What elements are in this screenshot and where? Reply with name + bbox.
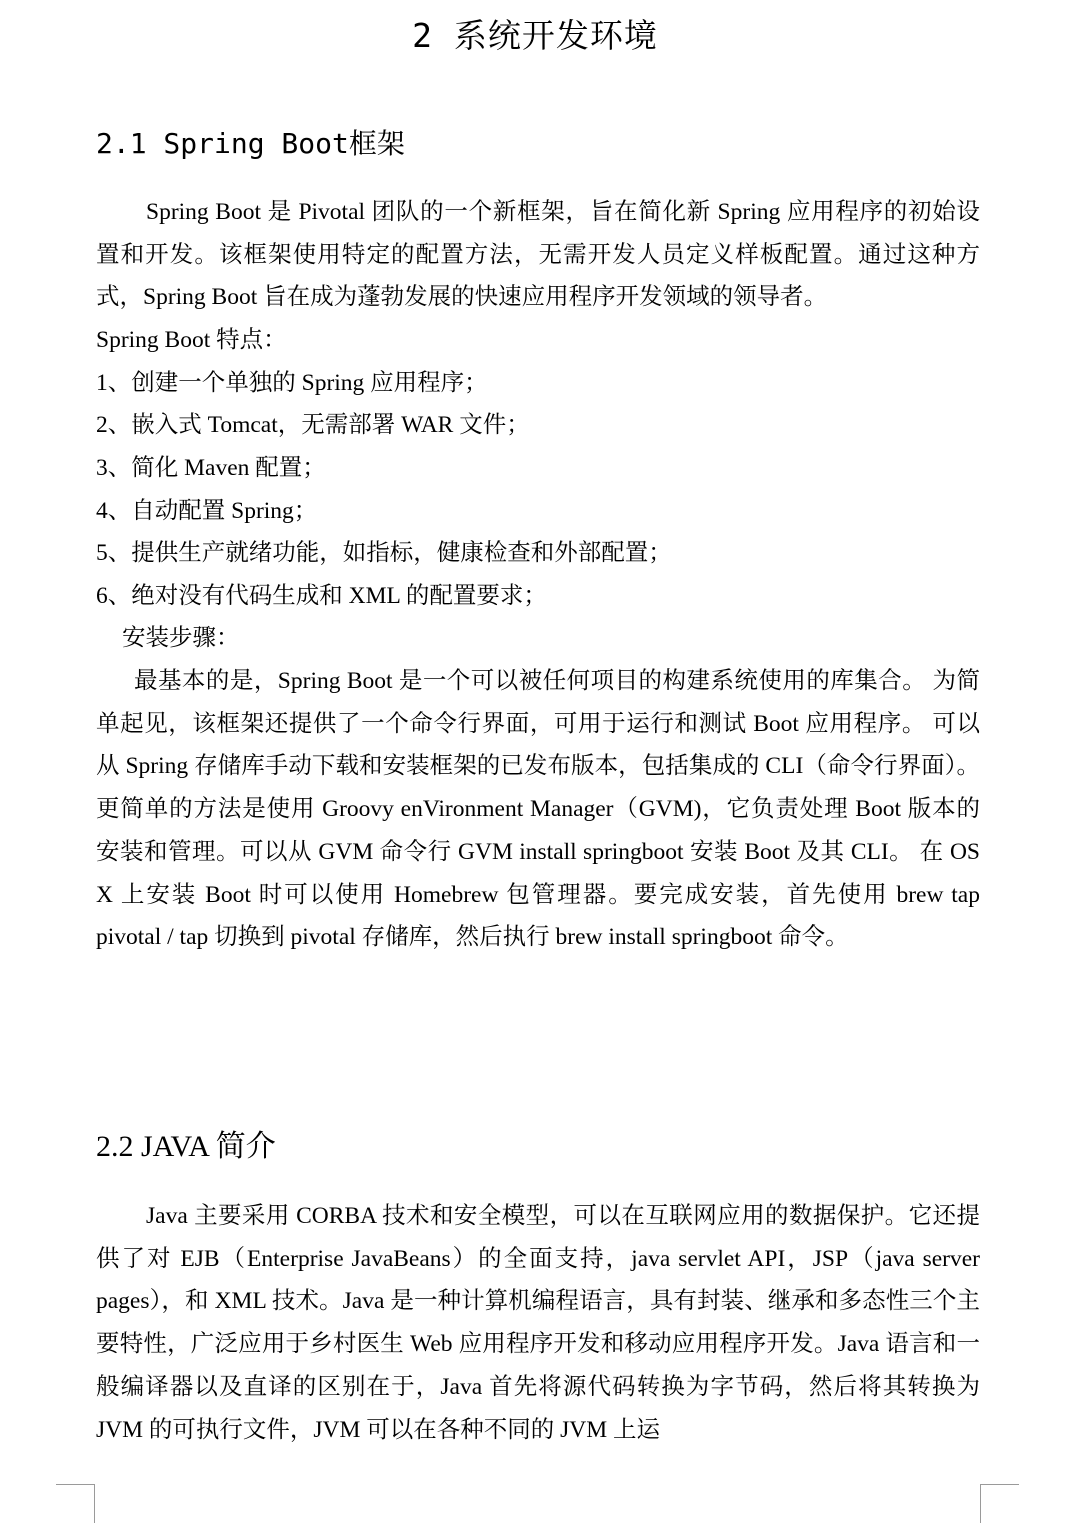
feature-item: 1、创建一个单独的 Spring 应用程序； — [96, 370, 488, 396]
feature-item: 5、提供生产就绪功能，如指标，健康检查和外部配置； — [96, 540, 672, 566]
page-corner-mark-left — [56, 1484, 95, 1523]
page-corner-mark-right — [980, 1484, 1019, 1523]
feature-item: 4、自动配置 Spring； — [96, 498, 318, 524]
page-title: 2 系统开发环境 — [412, 16, 658, 55]
feature-item: 6、绝对没有代码生成和 XML 的配置要求； — [96, 583, 547, 609]
features-label: Spring Boot 特点： — [96, 327, 287, 353]
java-intro-paragraph: Java 主要采用 CORBA 技术和安全模型，可以在互联网应用的数据保护。它还提供了对 EJB（Enterprise JavaBeans）的全面支持，java servlet API，JSP（java server pages），和 XML 技术。Java 是一种计算机编程语言，具有封装、继承和多态性三个主要特性，广泛应用于乡村医生 Web 应用程序开发和移动应用程序开发。Java 语言和一般编译器以及直译的区别在于，Java 首先将源代码转换为字节码，然后将其转换为 JVM 的可执行文件，JVM 可以在各种不同的 JVM 上运 — [96, 1203, 980, 1443]
install-steps-paragraph: 最基本的是，Spring Boot 是一个可以被任何项目的构建系统使用的库集合。 为简单起见，该框架还提供了一个命令行界面，可用于运行和测试 Boot 应用程序。 可以从 Spring 存储库手动下载和安装框架的已发布版本，包括集成的 CLI（命令行界面）。更简单的方法是使用 Groovy enVironment Manager（GVM)，它负责处理 Boot 版本的安装和管理。可以从 GVM 命令行 GVM install springboot 安装 Boot 及其 CLI。 在 OS X 上安装 Boot 时可以使用 Homebrew 包管理器。要完成安装，首先使用 brew tap pivotal / tap 切换到 pivotal 存储库，然后执行 brew install springboot 命令。 — [96, 668, 980, 951]
spring-boot-intro-paragraph: Spring Boot 是 Pivotal 团队的一个新框架，旨在简化新 Spring 应用程序的初始设置和开发。该框架使用特定的配置方法，无需开发人员定义样板配置。通过这种方式，Spring Boot 旨在成为蓬勃发展的快速应用程序开发领域的领导者。 — [96, 199, 980, 311]
section-heading-spring-boot — [96, 124, 405, 164]
section-heading-suffix: 框架 — [348, 127, 405, 160]
section-heading-java: 2.2 JAVA 简介 — [96, 1130, 276, 1163]
feature-item: 3、简化 Maven 配置； — [96, 455, 326, 481]
install-steps-label: 安装步骤： — [122, 625, 240, 651]
feature-item: 2、嵌入式 Tomcat，无需部署 WAR 文件； — [96, 412, 530, 438]
section-heading-prefix: 2.1 Spring Boot — [96, 127, 349, 160]
